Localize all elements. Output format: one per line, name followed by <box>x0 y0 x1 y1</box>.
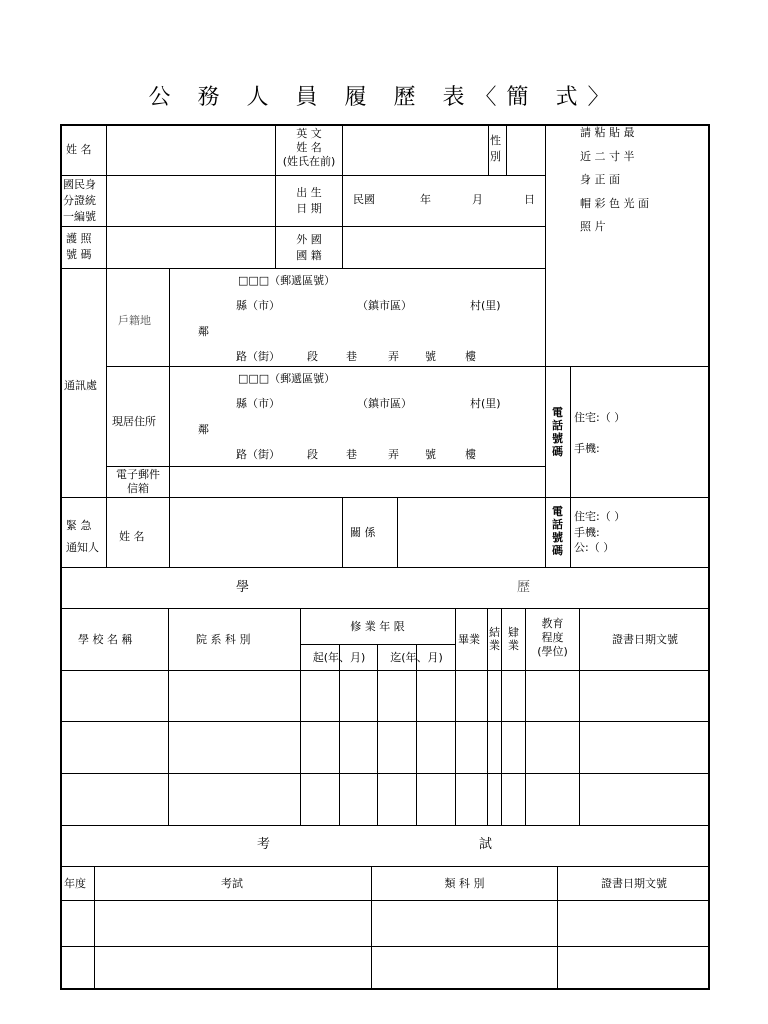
name-label: 姓 名 <box>66 143 92 156</box>
sex-label: 性 <box>490 134 501 147</box>
current-lane: 巷 <box>346 448 357 461</box>
completed-header: 結業 <box>489 626 500 652</box>
current-road: 路（街） <box>236 448 280 461</box>
household-lane: 巷 <box>346 350 357 363</box>
degree-header-3: (學位) <box>537 645 568 658</box>
birth-date-label: 出 生 <box>296 186 322 199</box>
foreign-nationality-label: 外 國 <box>296 233 322 246</box>
period-to-header: 迄(年、月) <box>390 651 443 664</box>
exam-category-header: 類 科 別 <box>444 877 485 890</box>
english-name-note: (姓氏在前) <box>282 155 336 168</box>
address-section-label: 通訊處 <box>64 379 97 392</box>
current-address-label: 現居住所 <box>112 415 156 428</box>
day-label: 日 <box>524 193 535 206</box>
current-section: 段 <box>307 448 318 461</box>
graduated-header: 畢業 <box>458 633 480 646</box>
english-name-label-2: 姓 名 <box>296 141 322 154</box>
degree-header-2: 程度 <box>541 631 564 644</box>
photo-instruction-5: 照 片 <box>580 220 606 233</box>
current-town: （鎮市區） <box>357 397 412 410</box>
household-address-label: 戶籍地 <box>118 314 151 327</box>
photo-instruction-2: 近 二 寸 半 <box>580 150 635 163</box>
exam-certificate-header: 證書日期文號 <box>601 877 667 890</box>
emergency-contact-label-2: 通知人 <box>66 541 99 554</box>
household-village: 村(里) <box>470 299 501 312</box>
exam-heading-left: 考 <box>257 837 271 852</box>
household-town: （鎮市區） <box>357 299 412 312</box>
mobile-phone-label: 手機: <box>574 442 600 455</box>
era-label: 民國 <box>353 193 375 206</box>
household-number: 號 <box>425 350 436 363</box>
month-label: 月 <box>472 193 483 206</box>
current-number: 號 <box>425 448 436 461</box>
foreign-nationality-label-2: 國 籍 <box>296 249 322 262</box>
form-table <box>60 124 710 990</box>
emergency-name-label: 姓 名 <box>119 530 145 543</box>
exam-year-header: 年度 <box>64 877 86 890</box>
year-label: 年 <box>420 193 431 206</box>
household-neighbor: 鄰 <box>198 325 209 338</box>
household-postal-code: □□□（郵遞區號） <box>238 274 336 287</box>
photo-instruction-1: 請 粘 貼 最 <box>580 126 635 139</box>
email-label-2: 信箱 <box>127 482 149 495</box>
emergency-office-phone: 公:（ ） <box>574 541 615 554</box>
school-name-header: 學 校 名 稱 <box>78 633 133 646</box>
current-village: 村(里) <box>470 397 501 410</box>
household-section: 段 <box>307 350 318 363</box>
household-county: 縣（市） <box>236 299 280 312</box>
education-certificate-header: 證書日期文號 <box>612 633 678 646</box>
current-postal-code: □□□（郵遞區號） <box>238 372 336 385</box>
study-period-header: 修 業 年 限 <box>350 620 405 633</box>
passport-label: 護 照 <box>66 232 92 245</box>
emergency-home-phone: 住宅:（ ） <box>574 510 626 523</box>
emergency-phone-label: 電話號碼 <box>552 505 563 557</box>
passport-label-2: 號 碼 <box>66 248 92 261</box>
emergency-contact-label: 緊 急 <box>66 519 92 532</box>
home-phone-label: 住宅:（ ） <box>574 411 626 424</box>
household-alley: 弄 <box>388 350 399 363</box>
sex-label-2: 別 <box>490 150 501 163</box>
current-neighbor: 鄰 <box>198 423 209 436</box>
form-title: 公 務 人 員 履 歷 表〈簡 式〉 <box>148 85 620 110</box>
current-floor: 樓 <box>465 448 476 461</box>
photo-instruction-4: 帽 彩 色 光 面 <box>580 197 649 210</box>
household-floor: 樓 <box>465 350 476 363</box>
email-label: 電子郵件 <box>116 468 160 481</box>
id-number-label: 國民身 <box>63 178 96 191</box>
household-road: 路（街） <box>236 350 280 363</box>
attended-header: 肄業 <box>508 626 519 652</box>
exam-name-header: 考試 <box>221 877 243 890</box>
relationship-label: 關 係 <box>350 526 376 539</box>
current-county: 縣（市） <box>236 397 280 410</box>
department-header: 院 系 科 別 <box>196 633 251 646</box>
education-heading-left: 學 <box>236 580 250 595</box>
english-name-label: 英 文 <box>296 127 322 140</box>
id-number-label-2: 分證統 <box>63 194 96 207</box>
id-number-label-3: 一編號 <box>63 210 96 223</box>
education-heading-right: 歷 <box>517 580 531 595</box>
phone-number-label: 電話號碼 <box>552 406 563 458</box>
exam-heading-right: 試 <box>479 837 493 852</box>
period-from-header: 起(年、月) <box>312 651 366 664</box>
current-alley: 弄 <box>388 448 399 461</box>
birth-date-label-2: 日 期 <box>296 202 322 215</box>
emergency-mobile: 手機: <box>574 526 600 539</box>
photo-instruction-3: 身 正 面 <box>580 173 620 186</box>
degree-header: 教育 <box>541 617 564 630</box>
